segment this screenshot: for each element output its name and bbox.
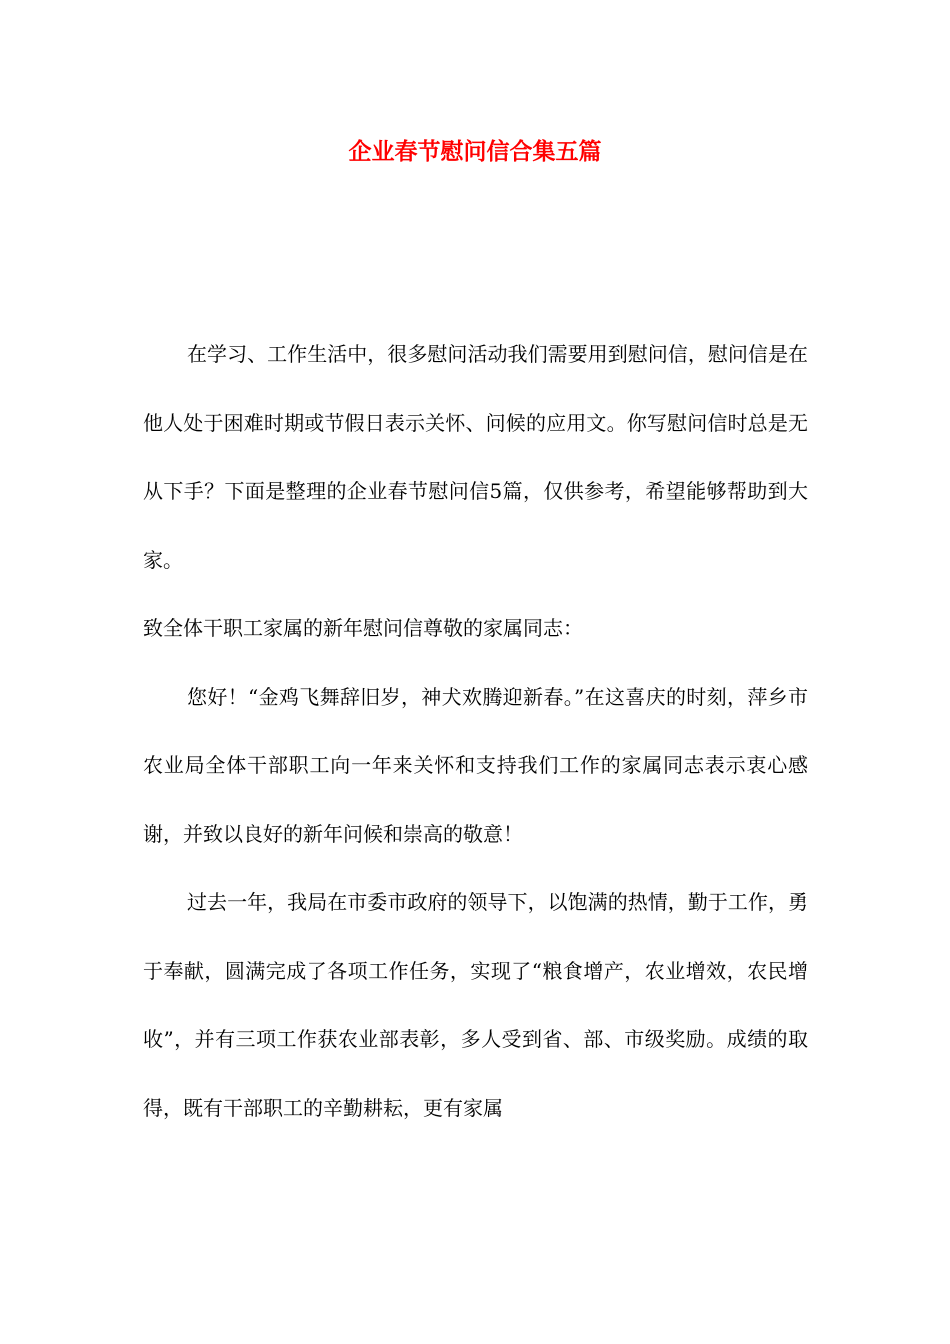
document-title: 企业春节慰问信合集五篇 — [348, 138, 602, 165]
review-paragraph: 过去一年，我局在市委市政府的领导下，以饱满的热情，勤于工作，勇于奉献，圆满完成了各项工作任务，实现了“粮食增产，农业增效，农民增收”，并有三项工作获农业部表彰，多人受到省、部、市级奖励。成绩的取得，既有干部职工的辛勤耕耘，更有家属 — [143, 890, 808, 1120]
document-body — [143, 320, 808, 1142]
letter-heading-paragraph: 致全体干职工家属的新年慰问信尊敬的家属同志： — [143, 616, 583, 640]
greeting-paragraph: 您好！“金鸡飞舞辞旧岁，神犬欢腾迎新春。”在这喜庆的时刻，萍乡市农业局全体干部职工向一年来关怀和支持我们工作的家属同志表示衷心感谢，并致以良好的新年问候和崇高的敬意！ — [143, 684, 808, 846]
intro-paragraph: 在学习、工作生活中，很多慰问活动我们需要用到慰问信，慰问信是在他人处于困难时期或节假日表示关怀、问候的应用文。你写慰问信时总是无从下手？下面是整理的企业春节慰问信5篇，仅供参考，希望能够帮助到大家。 — [143, 342, 808, 572]
